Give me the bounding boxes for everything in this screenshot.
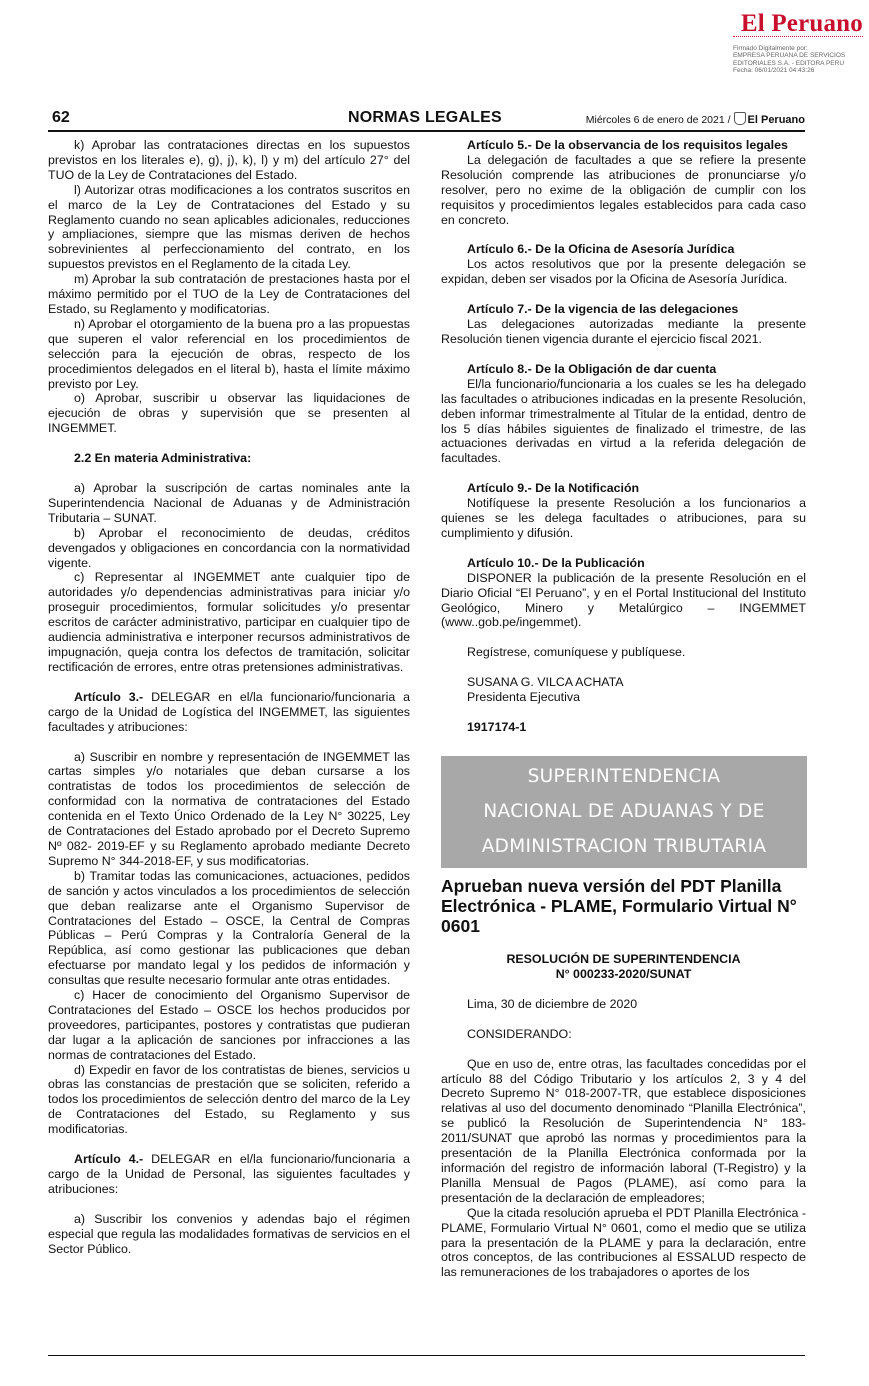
- paragraph-b2: b) Aprobar el reconocimiento de deudas, créditos devengados y obligaciones en concordancia con la normatividad vigente.: [48, 525, 410, 570]
- paragraph-a4: a) Suscribir los convenios y adendas bajo el régimen especial que regula las modalidades formativas de servicios en el Sector Público.: [48, 1211, 410, 1256]
- spacer: [48, 1197, 410, 1212]
- logo-underline: [733, 36, 863, 40]
- spacer: [441, 287, 806, 302]
- article-6-title: Artículo 6.- De la Oficina de Asesoría Jurídica: [467, 242, 735, 257]
- resolution-number-2: N° 000233-2020/SUNAT: [555, 966, 692, 981]
- spacer: [48, 466, 410, 481]
- article-10-title: Artículo 10.- De la Publicación: [467, 555, 645, 570]
- section-title: NORMAS LEGALES: [348, 109, 502, 126]
- article-7-text: Las delegaciones autorizadas mediante la presente Resolución tienen vigencia durante el ejercicio fiscal 2021.: [441, 317, 806, 346]
- spacer: [441, 466, 806, 481]
- crest-icon: [734, 112, 746, 125]
- place-date: Lima, 30 de diciembre de 2020: [467, 996, 638, 1011]
- spacer: [441, 735, 806, 750]
- spacer: [48, 1137, 410, 1152]
- spacer: [441, 705, 806, 720]
- digital-signature: [733, 45, 868, 75]
- article-6-text: Los actos resolutivos que por la presente delegación se expidan, deben ser visados por la Oficina de Asesoría Jurídica.: [441, 257, 806, 287]
- considering-paragraph-1: Que en uso de, entre otras, las facultades concedidas por el artículo 88 del Código Tributario y los artículos 2, 3 y 4 del Decreto Supremo N° 018-2007-TR, que establece disposiciones relativas al uso del documento denominado “Planilla Electrónica”, se publicó la Resolución de Superintendencia N° 183-2011/SUNAT que aprobó las normas y procedimientos para la presentación de la Planilla Electrónica conformada por la información del registro de información laboral (T-Registro) y la Planilla Mensual de Pagos (PLAME), así como para la presentación de la declaración de empleadores;: [441, 1056, 806, 1205]
- signer-name: SUSANA G. VILCA ACHATA: [467, 675, 624, 690]
- paragraph-k: k) Aprobar las contrataciones directas en los supuestos previstos en los literales e), g), j), k), l) y m) del artículo 27° del TUO de la Ley de Contrataciones del Estado.: [48, 138, 410, 182]
- article-8-text: El/la funcionario/funcionaria a los cuales se les ha delegado las facultades o atribuciones indicadas en la presente Resolución, deben informar trimestralmente al Titular de la entidad, dentro de los 5 días hábiles siguientes de finalizado el trimestre, de las actuaciones derivadas en virtud a la referida delegación de facultades.: [441, 376, 806, 466]
- paragraph-l: l) Autorizar otras modificaciones a los contratos suscritos en el marco de la Ley de Contrataciones del Estado y su Reglamento cuando no sean aplicables adicionales, reducciones y ampliaciones, siempre que las mismas deriven de hechos sobrevinientes al perfeccionamiento del contrato, en los supuestos previstos en el Reglamento de la citada Ley.: [48, 182, 410, 272]
- article-9-title: Artículo 9.- De la Notificación: [467, 481, 640, 496]
- article-4-text: DELEGAR en el/la funcionario/funcionaria a cargo de la Unidad de Personal, las siguientes facultades y atribuciones:: [48, 1152, 411, 1196]
- article-3-title: Artículo 3.-: [74, 689, 144, 704]
- signature-line: Firmado Digitalmente por:: [733, 45, 808, 52]
- article-5-title: Artículo 5.- De la observancia de los requisitos legales: [467, 138, 788, 152]
- closing-formula: Regístrese, comuníquese y publíquese.: [467, 645, 686, 660]
- document-code: 1917174-1: [467, 720, 527, 735]
- signature-line: EDITORIALES S.A. - EDITORA PERU: [733, 59, 845, 67]
- spacer: [441, 347, 806, 362]
- right-column: [441, 138, 806, 1280]
- spacer: [48, 436, 410, 451]
- article-7-title: Artículo 7.- De la vigencia de las delegaciones: [467, 302, 739, 317]
- signer-title: Presidenta Ejecutiva: [467, 690, 580, 705]
- spacer: [441, 660, 806, 675]
- article-10-text: DISPONER la publicación de la presente Resolución en el Diario Oficial “El Peruano”, y en el Portal Institucional del Instituto Geológico, Minero y Metalúrgico – INGEMMET (www..gob.pe/ingemmet).: [441, 570, 806, 630]
- spacer: [441, 227, 806, 242]
- spacer: [441, 1042, 806, 1057]
- paragraph-a2: a) Aprobar la suscripción de cartas nominales ante la Superintendencia Nacional de Aduanas y de Administración Tributaria – SUNAT.: [48, 481, 410, 525]
- resolution-number-1: RESOLUCIÓN DE SUPERINTENDENCIA: [506, 952, 741, 966]
- header-date: Miércoles 6 de enero de 2021 /: [585, 114, 731, 126]
- paragraph-n: n) Aprobar el otorgamiento de la buena pro a las propuestas que superen el valor referencial en los procedimientos de selección para la ejecución de obras, respecto de los procedimientos delegados en el literal b), hasta el límite máximo previsto por Ley.: [48, 316, 410, 391]
- left-column: [48, 138, 410, 1257]
- page-header: [48, 108, 805, 132]
- paragraph-c2: c) Representar al INGEMMET ante cualquier tipo de autoridades y/o dependencias administrativas para iniciar y/o proseguir procedimientos, formular solicitudes y/o presentar escritos de carácter administrativo, participar en cualquier tipo de audiencia administrativa e interponer recursos administrativos de impugnación, queja contra los defectos de tramitación, solicitar rectificación de errores, entre otras pretensiones administrativas.: [48, 570, 410, 674]
- article-9-text: Notifíquese la presente Resolución a los funcionarios a quienes se les delega facultades o atribuciones, para su cumplimiento y difusión.: [441, 496, 806, 540]
- banner-line: SUPERINTENDENCIA: [527, 766, 721, 787]
- footer-rule: [48, 1355, 805, 1356]
- spacer: [441, 1012, 806, 1027]
- spacer: [48, 735, 410, 750]
- considering-heading: CONSIDERANDO:: [467, 1026, 572, 1041]
- paragraph-d3: d) Expedir en favor de los contratistas de bienes, servicios u obras las constancias de prestación que se soliciten, referido a todos los procedimientos de selección dentro del marco de la Ley de Contrataciones del Estado, su Reglamento y sus modificatorias.: [48, 1062, 410, 1137]
- article-4-title: Artículo 4.-: [74, 1152, 144, 1167]
- banner-line: NACIONAL DE ADUANAS Y DE: [483, 801, 765, 822]
- paragraph-b3: b) Tramitar todas las comunicaciones, actuaciones, pedidos de sanción y actos vinculados a los procedimientos de selección que deban realizarse ante el Organismo Supervisor de Contrataciones del Estado – OSCE, la Central de Compras Públicas – Perú Compras y la Contraloría General de la República, así como gestionar las publicaciones que deban efectuarse por mandato legal y los pedidos de información y consultas que resulte necesario formular ante otras entidades.: [48, 868, 410, 988]
- article-5-text: La delegación de facultades a que se refiere la presente Resolución comprende las atribuciones de pronunciarse y/o resolver, pero no exime de la obligación de cumplir con los requisitos y procedimientos legales establecidos para cada caso en concreto.: [441, 152, 806, 227]
- subsection-heading: 2.2 En materia Administrativa:: [74, 451, 252, 466]
- institution-banner: [441, 756, 807, 868]
- spacer: [48, 675, 410, 690]
- paragraph-o: o) Aprobar, suscribir u observar las liquidaciones de ejecución de obras y supervisión que se presenten al INGEMMET.: [48, 391, 410, 436]
- paragraph-m: m) Aprobar la sub contratación de prestaciones hasta por el máximo permitido por el TUO de la Ley de Contrataciones del Estado, su Reglamento y modificatorias.: [48, 272, 410, 316]
- article-8-title: Artículo 8.- De la Obligación de dar cuenta: [467, 361, 717, 376]
- page-number: 62: [52, 109, 70, 126]
- paragraph-c3: c) Hacer de conocimiento del Organismo Supervisor de Contrataciones del Estado – OSCE los hechos producidos por proveedores, participantes, postores y contratistas que pudieran dar lugar a la aplicación de sanciones por infracciones a las normas de contrataciones del Estado.: [48, 988, 410, 1062]
- article-3: [48, 690, 410, 735]
- paragraph-a3: a) Suscribir en nombre y representación de INGEMMET las cartas simples y/o notariales que deban cursarse a los contratistas de todos los procedimientos de selección de conformidad con la normativa de contrataciones del Estado contenida en el Texto Único Ordenado de la Ley N° 30225, Ley de Contrataciones del Estado aprobado por el Decreto Supremo Nº 082- 2019-EF y su Reglamento aprobado mediante Decreto Supremo N° 344-2018-EF, y sus modificatorias.: [48, 749, 410, 868]
- article-4: [48, 1152, 410, 1197]
- signature-line: Fecha: 06/01/2021 04:43:26: [733, 67, 815, 75]
- spacer: [441, 541, 806, 556]
- article-3-text: DELEGAR en el/la funcionario/funcionaria a cargo de la Unidad de Logística del INGEMMET, las siguientes facultades y atribuciones:: [48, 689, 411, 734]
- norm-headline: Aprueban nueva versión del PDT Planilla Electrónica - PLAME, Formulario Virtual N° 0601: [441, 876, 797, 936]
- spacer: [441, 630, 806, 645]
- masthead-logo: El Peruano: [740, 10, 863, 37]
- considering-paragraph-2: Que la citada resolución aprueba el PDT Planilla Electrónica - PLAME, Formulario Virtual N° 0601, como el medio que se utiliza para la presentación de la PLAME y para la declaración, entre otros conceptos, de las contribuciones al ESSALUD respecto de las remuneraciones de los trabajadores o aportes de los: [441, 1205, 806, 1280]
- signature-line: EMPRESA PERUANA DE SERVICIOS: [733, 52, 846, 60]
- header-paper: El Peruano: [747, 114, 805, 126]
- spacer: [441, 982, 806, 997]
- header-date-group: [586, 112, 805, 126]
- banner-line: ADMINISTRACION TRIBUTARIA: [481, 836, 767, 857]
